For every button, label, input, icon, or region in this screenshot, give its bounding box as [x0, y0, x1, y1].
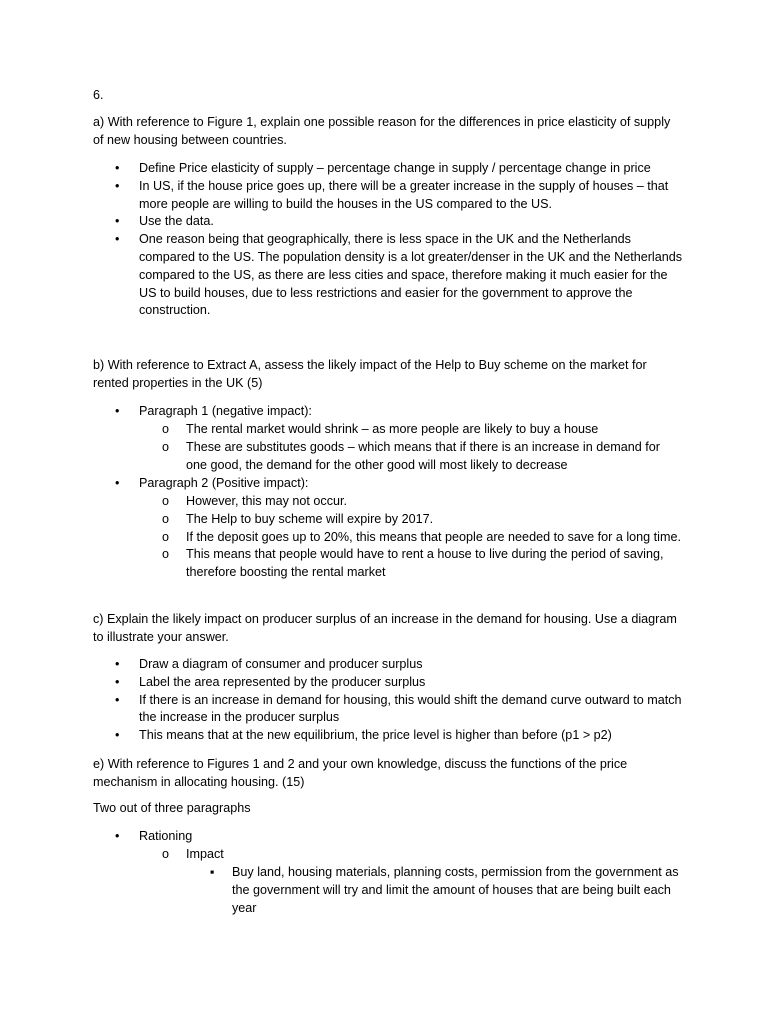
bullet-circle-icon — [162, 421, 169, 439]
part-e-heading: e) With reference to Figures 1 and 2 and your own knowledge, discuss the functions of the price mechanism in allocating housing. (15) — [93, 757, 628, 789]
bullet-circle-icon — [162, 439, 169, 457]
part-b-para2 — [139, 475, 684, 493]
bullet-circle-icon — [162, 493, 169, 511]
list-item: • This means that at the new equilibrium, the price level is higher than before (p1 > p2) — [139, 727, 684, 745]
bullet-disc-icon — [115, 656, 119, 674]
part-b-heading: b) With reference to Extract A, assess the likely impact of the Help to Buy scheme on the market for rented properties in the UK (5) — [93, 358, 647, 390]
part-e-note: Two out of three paragraphs — [93, 801, 251, 815]
list-item: • In US, if the house price goes up, there will be a greater increase in the supply of houses – that more people are willing to build the houses in the US compared to the US. — [139, 178, 684, 214]
bullet-disc-icon — [115, 828, 119, 846]
bullet-disc-icon — [115, 727, 119, 745]
list-item: o The rental market would shrink – as more people are likely to buy a house — [186, 421, 684, 439]
list-item: o These are substitutes goods – which means that if there is an increase in demand for one good, the demand for the other good will most likely to decrease — [186, 439, 684, 475]
part-a-heading: a) With reference to Figure 1, explain one possible reason for the differences in price elasticity of supply of new housing between countries. — [93, 115, 671, 147]
list-item: o Impact — [186, 846, 684, 864]
bullet-circle-icon — [162, 511, 169, 529]
list-item: • Paragraph 2 (Positive impact): — [139, 475, 684, 493]
list-item: • Define Price elasticity of supply – percentage change in supply / percentage change in price — [139, 160, 684, 178]
list-item: • Paragraph 1 (negative impact): — [139, 403, 684, 421]
part-c-bullet-list — [139, 656, 684, 745]
bullet-disc-icon — [115, 160, 119, 178]
list-item: o However, this may not occur. — [186, 493, 684, 511]
part-e-impact — [186, 846, 684, 864]
bullet-disc-icon — [115, 231, 119, 249]
part-a-bullet-list — [139, 160, 684, 320]
part-e-rationing — [139, 828, 684, 846]
list-item: • Label the area represented by the producer surplus — [139, 674, 684, 692]
list-item: • If there is an increase in demand for housing, this would shift the demand curve outward to match the increase in the producer surplus — [139, 692, 684, 728]
list-item: • Use the data. — [139, 213, 684, 231]
part-e-impact-detail — [232, 864, 682, 917]
list-item: • Rationing — [139, 828, 684, 846]
list-item: • Draw a diagram of consumer and producer surplus — [139, 656, 684, 674]
bullet-disc-icon — [115, 178, 119, 196]
bullet-disc-icon — [115, 475, 119, 493]
bullet-circle-icon — [162, 546, 169, 564]
question-number: 6. — [93, 88, 104, 102]
bullet-disc-icon — [115, 692, 119, 710]
list-item: o If the deposit goes up to 20%, this means that people are needed to save for a long time. — [186, 529, 684, 547]
part-b-para1 — [139, 403, 684, 421]
bullet-circle-icon — [162, 529, 169, 547]
bullet-circle-icon — [162, 846, 169, 864]
bullet-disc-icon — [115, 674, 119, 692]
list-item: • One reason being that geographically, there is less space in the UK and the Netherlands compared to the US. The population density is a lot greater/denser in the UK and the Netherlands compared to the US, as there are less cities and space, therefore making it much easier for the US to build houses, due to less restrictions and easier for the government to approve the construction. — [139, 231, 684, 320]
part-b-para2-items — [186, 493, 684, 582]
bullet-disc-icon — [115, 403, 119, 421]
bullet-disc-icon — [115, 213, 119, 231]
list-item: ▪ Buy land, housing materials, planning costs, permission from the government as the government will try and limit the amount of houses that are being built each year — [232, 864, 682, 917]
list-item: o The Help to buy scheme will expire by 2017. — [186, 511, 684, 529]
part-b-para1-items — [186, 421, 684, 474]
bullet-square-icon — [210, 864, 214, 882]
list-item: o This means that people would have to rent a house to live during the period of saving, therefore boosting the rental market — [186, 546, 684, 582]
part-c-heading: c) Explain the likely impact on producer surplus of an increase in the demand for housing. Use a diagram to illustrate your answer. — [93, 612, 677, 644]
